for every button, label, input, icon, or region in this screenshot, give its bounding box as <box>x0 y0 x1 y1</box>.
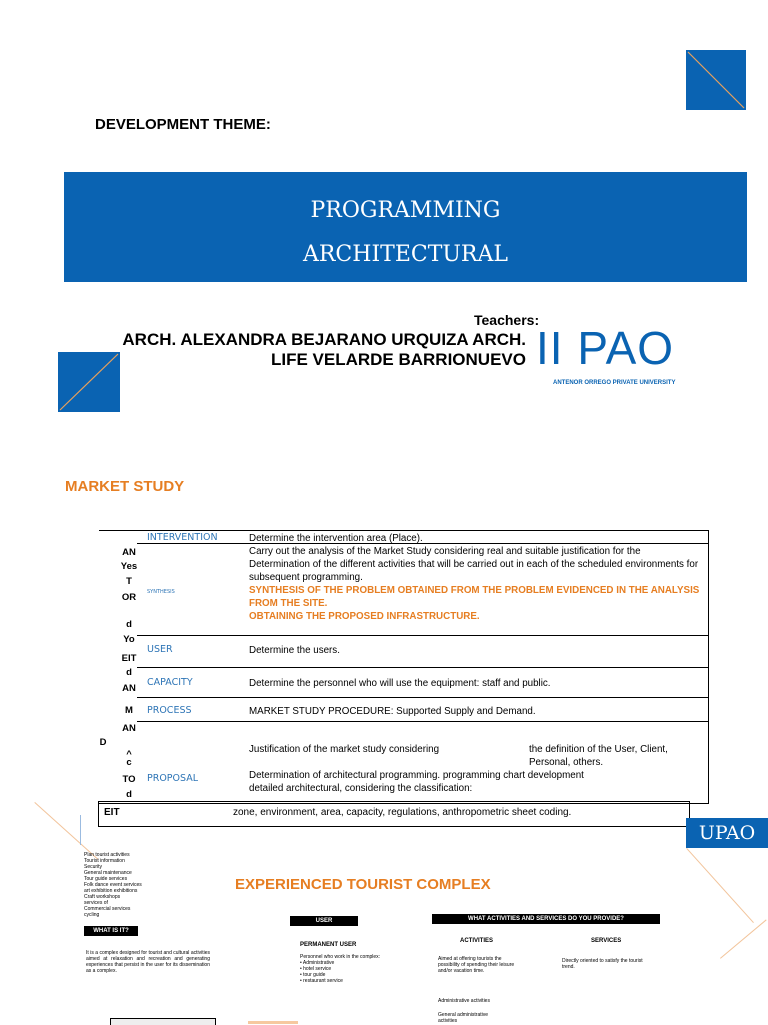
proposal-definition: the definition of the User, Client, Personal, others. <box>529 744 668 768</box>
teachers-names <box>60 330 526 370</box>
side-letter: ^ <box>126 749 132 760</box>
synthesis-problem: SYNTHESIS OF THE PROBLEM OBTAINED FROM THE PROBLEM EVIDENCED IN THE ANALYSIS FROM THE SITE. <box>249 585 700 609</box>
title-banner <box>64 172 747 282</box>
diagonal-line-icon <box>686 50 746 110</box>
services-text: Directly oriented to satisfy the tourist trend. <box>562 958 643 970</box>
list-item: • Administrative <box>300 960 335 966</box>
list-item: Tourist information <box>84 858 125 864</box>
proposal-detailed: detailed architectural, considering the classification: <box>249 783 473 794</box>
decorative-line <box>34 802 98 860</box>
side-letter: EIT <box>121 653 137 664</box>
side-letter: c <box>126 757 132 768</box>
teachers-line2: LIFE VELARDE BARRIONUEVO <box>270 350 526 369</box>
banner-title-line2: ARCHITECTURAL <box>302 242 508 267</box>
tourist-complex-heading: EXPERIENCED TOURIST COMPLEX <box>235 876 491 893</box>
banner-title-line1: PROGRAMMING <box>310 198 501 223</box>
row-text-process: MARKET STUDY PROCEDURE: Supported Supply and Demand. <box>249 706 536 717</box>
logo-square-left <box>58 352 120 412</box>
row-divider <box>137 721 708 722</box>
activities-list <box>84 852 164 918</box>
row-label-proposal: PROPOSAL <box>147 773 199 784</box>
university-name: ANTENOR ORREGO PRIVATE UNIVERSITY <box>553 380 676 386</box>
activities-heading: ACTIVITIES <box>460 938 494 944</box>
provide-bar: WHAT ACTIVITIES AND SERVICES DO YOU PROVIDE? <box>432 914 660 924</box>
list-item: Tour guide services <box>84 876 128 882</box>
what-is-it-bar: WHAT IS IT? <box>84 926 138 936</box>
list-item: Folk dance event services <box>84 882 142 888</box>
decorative-line <box>720 919 767 958</box>
side-letter: d <box>126 789 132 800</box>
decorative-line <box>80 815 81 845</box>
list-item: art exhibition exhibitions <box>84 888 138 894</box>
side-letter: Yes <box>120 561 138 572</box>
list-item: • hotel service <box>300 966 332 972</box>
row-text-synthesis <box>249 545 704 623</box>
row-text-user: Determine the users. <box>249 645 340 656</box>
row-text-proposal <box>249 743 704 795</box>
general-admin: General administrative activities <box>438 1012 489 1024</box>
diagonal-line-icon <box>58 352 120 412</box>
upao-logo-text: II PAO <box>536 322 675 374</box>
admin-activities: Administrative activities <box>438 998 490 1004</box>
side-letter: AN <box>122 723 136 734</box>
synthesis-infrastructure: OBTAINING THE PROPOSED INFRASTRUCTURE. <box>249 611 480 622</box>
list-item: services of <box>84 900 108 906</box>
permanent-user-text <box>300 954 410 984</box>
market-study-table <box>99 530 709 804</box>
row-label-user: USER <box>147 644 173 655</box>
list-item: Commercial services <box>84 906 131 912</box>
services-heading: SERVICES <box>591 938 622 944</box>
market-table-last-row <box>98 801 690 827</box>
row-divider <box>137 697 708 698</box>
side-letter: TO <box>122 774 136 785</box>
user-bar: USER <box>290 916 358 926</box>
side-letter: d <box>126 619 132 630</box>
teachers-line1: ARCH. ALEXANDRA BEJARANO URQUIZA ARCH. <box>122 330 526 349</box>
side-letter: D <box>99 737 107 748</box>
row-label-capacity: CAPACITY <box>147 677 193 688</box>
proposal-justification: Justification of the market study considering <box>249 744 440 755</box>
logo-square-top <box>686 50 746 110</box>
market-study-heading: MARKET STUDY <box>65 478 185 495</box>
row-divider <box>137 635 708 636</box>
side-letter: OR <box>121 592 137 603</box>
side-letter: M <box>125 705 133 716</box>
list-item: General maintenance <box>84 870 132 876</box>
permanent-user-desc: Personnel who work in the complex: <box>300 954 381 960</box>
side-letter: Yo <box>123 634 135 645</box>
side-letter: d <box>126 667 132 678</box>
row-label-intervention: INTERVENTION <box>147 532 218 543</box>
synthesis-description: Carry out the analysis of the Market Study considering real and suitable justification for the Determination of the different activities that will be carried out in each of the scheduled environments for subsequent programming. <box>249 546 699 583</box>
last-row-side: EIT <box>104 807 120 818</box>
side-letter: AN <box>122 547 136 558</box>
what-is-it-text: It is a complex designed for tourist and cultural activities aimed at relaxation and recreation and generating experiences that persist in the user for its dissemination as a complex. <box>86 950 210 974</box>
list-item: • tour guide <box>300 972 326 978</box>
proposal-determination: Determination of architectural programming. programming chart development <box>249 770 584 781</box>
side-letter: AN <box>122 683 136 694</box>
upao-logo-small: UPAO <box>686 818 768 848</box>
list-item: cycling <box>84 912 100 918</box>
proposal-line <box>249 743 704 769</box>
activities-text: Aimed at offering tourists the possibility of spending their leisure and/or vacation time. <box>438 956 515 974</box>
permanent-user-heading: PERMANENT USER <box>300 942 357 948</box>
row-divider <box>137 667 708 668</box>
side-letter: T <box>126 576 132 587</box>
list-item: • restaurant service <box>300 978 343 984</box>
decorative-line <box>686 848 754 923</box>
row-label-synthesis: SYNTHESIS <box>147 589 175 595</box>
list-item: Craft workshops <box>84 894 121 900</box>
teachers-label: Teachers: <box>474 312 540 328</box>
list-item: Plan tourist activities <box>84 852 130 858</box>
row-text-intervention: Determine the intervention area (Place). <box>249 533 423 544</box>
row-text-capacity: Determine the personnel who will use the equipment: staff and public. <box>249 678 551 689</box>
last-row-text: zone, environment, area, capacity, regulations, anthropometric sheet coding. <box>233 807 572 818</box>
row-label-process: PROCESS <box>147 705 192 716</box>
development-theme-label: DEVELOPMENT THEME: <box>95 116 271 133</box>
list-item: Security <box>84 864 103 870</box>
